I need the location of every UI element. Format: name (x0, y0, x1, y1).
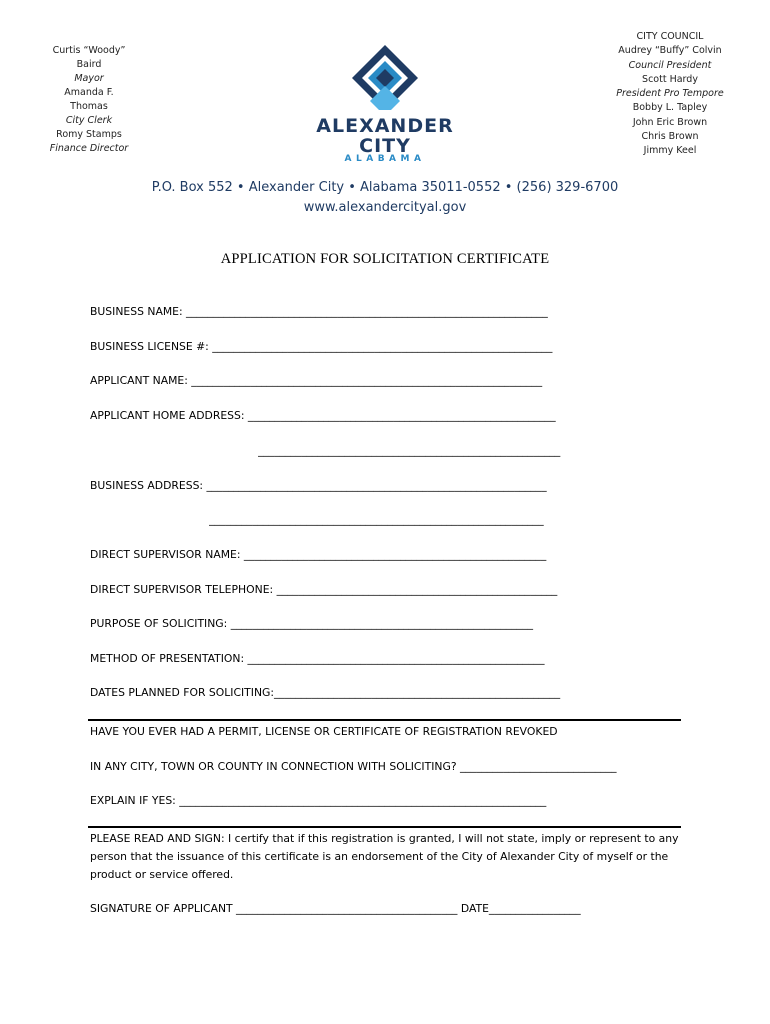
business-address-field[interactable]: BUSINESS ADDRESS: _______________________________________________________________ (90, 479, 547, 492)
form-title: APPLICATION FOR SOLICITATION CERTIFICATE (220, 251, 550, 267)
home-address-line2-field[interactable]: ________________________________________________________ (258, 444, 561, 457)
city-council (610, 30, 730, 159)
council-member: Jimmy Keel (643, 145, 697, 157)
business-name-field[interactable]: BUSINESS NAME: ___________________________________________________________________ (90, 305, 548, 318)
dates-field[interactable]: DATES PLANNED FOR SOLICITING:_____________________________________________________ (90, 686, 561, 699)
supervisor-phone-field[interactable]: DIRECT SUPERVISOR TELEPHONE: ____________________________________________________ (90, 583, 558, 596)
council-president-title: Council President (628, 59, 712, 71)
clerk-title: City Clerk (65, 115, 113, 126)
home-address-field[interactable]: APPLICANT HOME ADDRESS: _________________________________________________________ (90, 409, 556, 422)
supervisor-name-field[interactable]: DIRECT SUPERVISOR NAME: ________________________________________________________ (90, 548, 547, 561)
business-license-field[interactable]: BUSINESS LICENSE #: _______________________________________________________________ (90, 340, 553, 353)
website-link[interactable]: www.alexandercityal.gov (303, 200, 467, 215)
council-member: Bobby L. Tapley (632, 102, 708, 114)
council-president-name: Audrey “Buffy” Colvin (618, 45, 722, 57)
section-divider (88, 719, 681, 721)
revoked-question-field[interactable]: IN ANY CITY, TOWN OR COUNTY IN CONNECTION WITH SOLICITING? _____________________________ (90, 760, 617, 773)
certification-statement: PLEASE READ AND SIGN: I certify that if this registration is granted, I will not state, imply or represent to any person that the issuance of this certificate is an endorsement of the City of Alexander City of myself or the product or service offered. (90, 832, 679, 881)
finance-title: Finance Director (49, 143, 129, 154)
pro-tempore-title: President Pro Tempore (616, 88, 724, 100)
city-logo (310, 40, 460, 170)
mayor-name: Curtis “Woody” Baird (52, 45, 126, 70)
revoked-question-line1: HAVE YOU EVER HAD A PERMIT, LICENSE OR CERTIFICATE OF REGISTRATION REVOKED (90, 725, 558, 738)
applicant-name-field[interactable]: APPLICANT NAME: _________________________________________________________________ (90, 374, 543, 387)
explain-field[interactable]: EXPLAIN IF YES: ____________________________________________________________________ (90, 794, 547, 807)
clerk-name: Amanda F. Thomas (64, 87, 114, 112)
logo-wordmark-alexander: ALEXANDER (316, 115, 454, 137)
finance-name: Romy Stamps (56, 129, 122, 140)
logo-wordmark-state: ALABAMA (344, 154, 426, 164)
purpose-field[interactable]: PURPOSE OF SOLICITING: ________________________________________________________ (90, 617, 534, 630)
pro-tempore-name: Scott Hardy (642, 73, 698, 85)
officials-left (44, 44, 134, 156)
logo-wordmark-city: CITY (359, 135, 411, 157)
council-member: John Eric Brown (632, 116, 708, 128)
council-heading: CITY COUNCIL (636, 31, 704, 42)
mayor-title: Mayor (74, 73, 104, 84)
section-divider (88, 826, 681, 828)
signature-date-field[interactable]: SIGNATURE OF APPLICANT _________________________________________ DATE_________________ (90, 902, 581, 915)
diamond-logo-icon (310, 40, 460, 110)
contact-address: P.O. Box 552 • Alexander City • Alabama 35011-0552 • (256) 329-6700 (151, 180, 619, 195)
council-member: Chris Brown (641, 131, 699, 143)
method-field[interactable]: METHOD OF PRESENTATION: _______________________________________________________ (90, 652, 545, 665)
business-address-line2-field[interactable]: ______________________________________________________________ (209, 513, 544, 526)
